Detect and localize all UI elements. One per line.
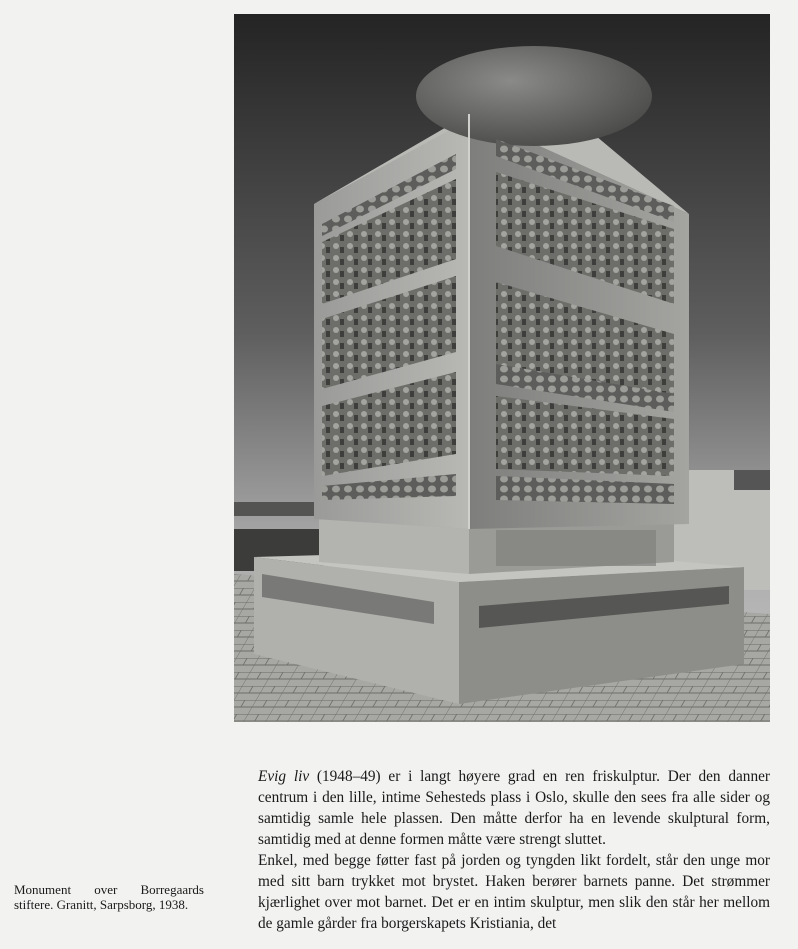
paragraph-2: Enkel, med begge føtter fast på jorden og tyngden likt fordelt, står den unge mor med sitt barn trykket mot brystet. Haken berører barnets panne. Det strømmer kjærlighet over mot barnet. Det er en intim skulptur, men slik den står her mellom de gamle gårder fra borgerskapets Kristiania, det	[258, 852, 770, 932]
figure-caption: Monument over Borregaards stiftere. Granitt, Sarpsborg, 1938.	[14, 882, 204, 912]
paragraph-1-text: (1948–49) er i langt høyere grad en ren friskulptur. Der den danner centrum i den lille, intime Sehesteds plass i Oslo, skulle den sees fra alle sider og samtidig samle hele plassen. Den måtte derfor ha en levende skulptural form, samtidig med at denne formen måtte være strengt sluttet.	[258, 768, 770, 848]
body-text	[258, 766, 770, 934]
artwork-title: Evig liv	[258, 768, 310, 785]
monument-photo	[234, 14, 770, 722]
paragraph-1	[258, 766, 770, 850]
